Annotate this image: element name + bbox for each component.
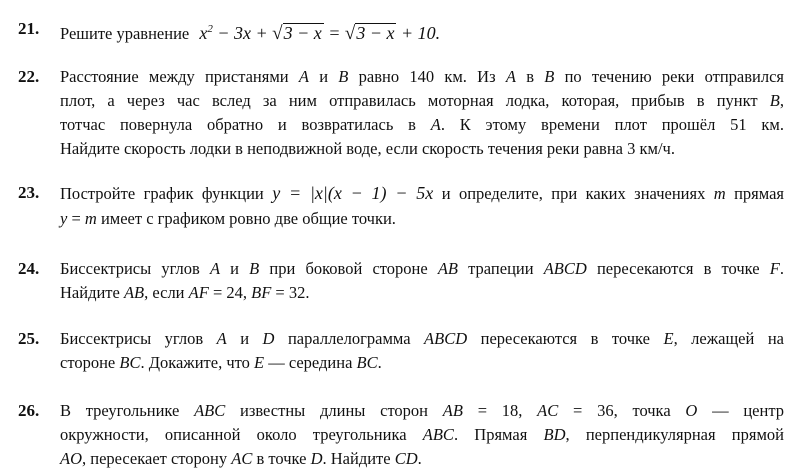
problem-line: Расстояние между пристанями A и B равно 140 км. Из A в B по течению реки отправился [60, 67, 784, 86]
problem-number: 21. [18, 19, 40, 38]
problem-line: Биссектрисы углов A и B при боковой стороне AB трапеции ABCD пересекаются в точке F. [60, 259, 784, 278]
problem-line: плот, а через час вслед за ним отправилась моторная лодка, которая, прибыв в пункт B, [60, 91, 784, 110]
problem-line: стороне BC. Докажите, что E — середина BC. [60, 353, 382, 372]
problem-number: 24. [18, 259, 40, 278]
function-formula: y = |x|(x − 1) − 5x [272, 183, 434, 203]
problem-line: Найдите скорость лодки в неподвижной воде, если скорость течения реки равна 3 км/ч. [60, 139, 675, 158]
equation: $x^2 - 3x + √3 - x = √3 - x + 10$. [199, 23, 441, 44]
problem-line: В треугольнике ABC известны длины сторон AB = 18, AC = 36, точка O — центр [60, 401, 784, 420]
problem-line: Биссектрисы углов A и D параллелограмма ABCD пересекаются в точке E, лежащей на [60, 329, 784, 348]
problem-line: AO, пересекает сторону AC в точке D. Найдите CD. [60, 449, 422, 468]
problem-number: 25. [18, 329, 40, 348]
problem-line: Найдите AB, если AF = 24, BF = 32. [60, 283, 310, 302]
problem-line: y = m имеет с графиком ровно две общие точки. [60, 209, 396, 228]
problem-number: 26. [18, 401, 40, 420]
problem-number: 22. [18, 67, 40, 86]
problem-line: окружности, описанной около треугольника ABC. Прямая BD, перпендикулярная прямой [60, 425, 784, 444]
problem-line: тотчас повернула обратно и возвратилась в A. К этому времени плот прошёл 51 км. [60, 115, 784, 134]
problem-text: Решите уравнение $x^2 - 3x + √3 - x = √3 - x + 10$. [60, 23, 441, 44]
problem-line: Постройте график функции y = |x|(x − 1) − 5x и определите, при каких значениях m прямая [60, 183, 785, 203]
problem-number: 23. [18, 183, 40, 202]
